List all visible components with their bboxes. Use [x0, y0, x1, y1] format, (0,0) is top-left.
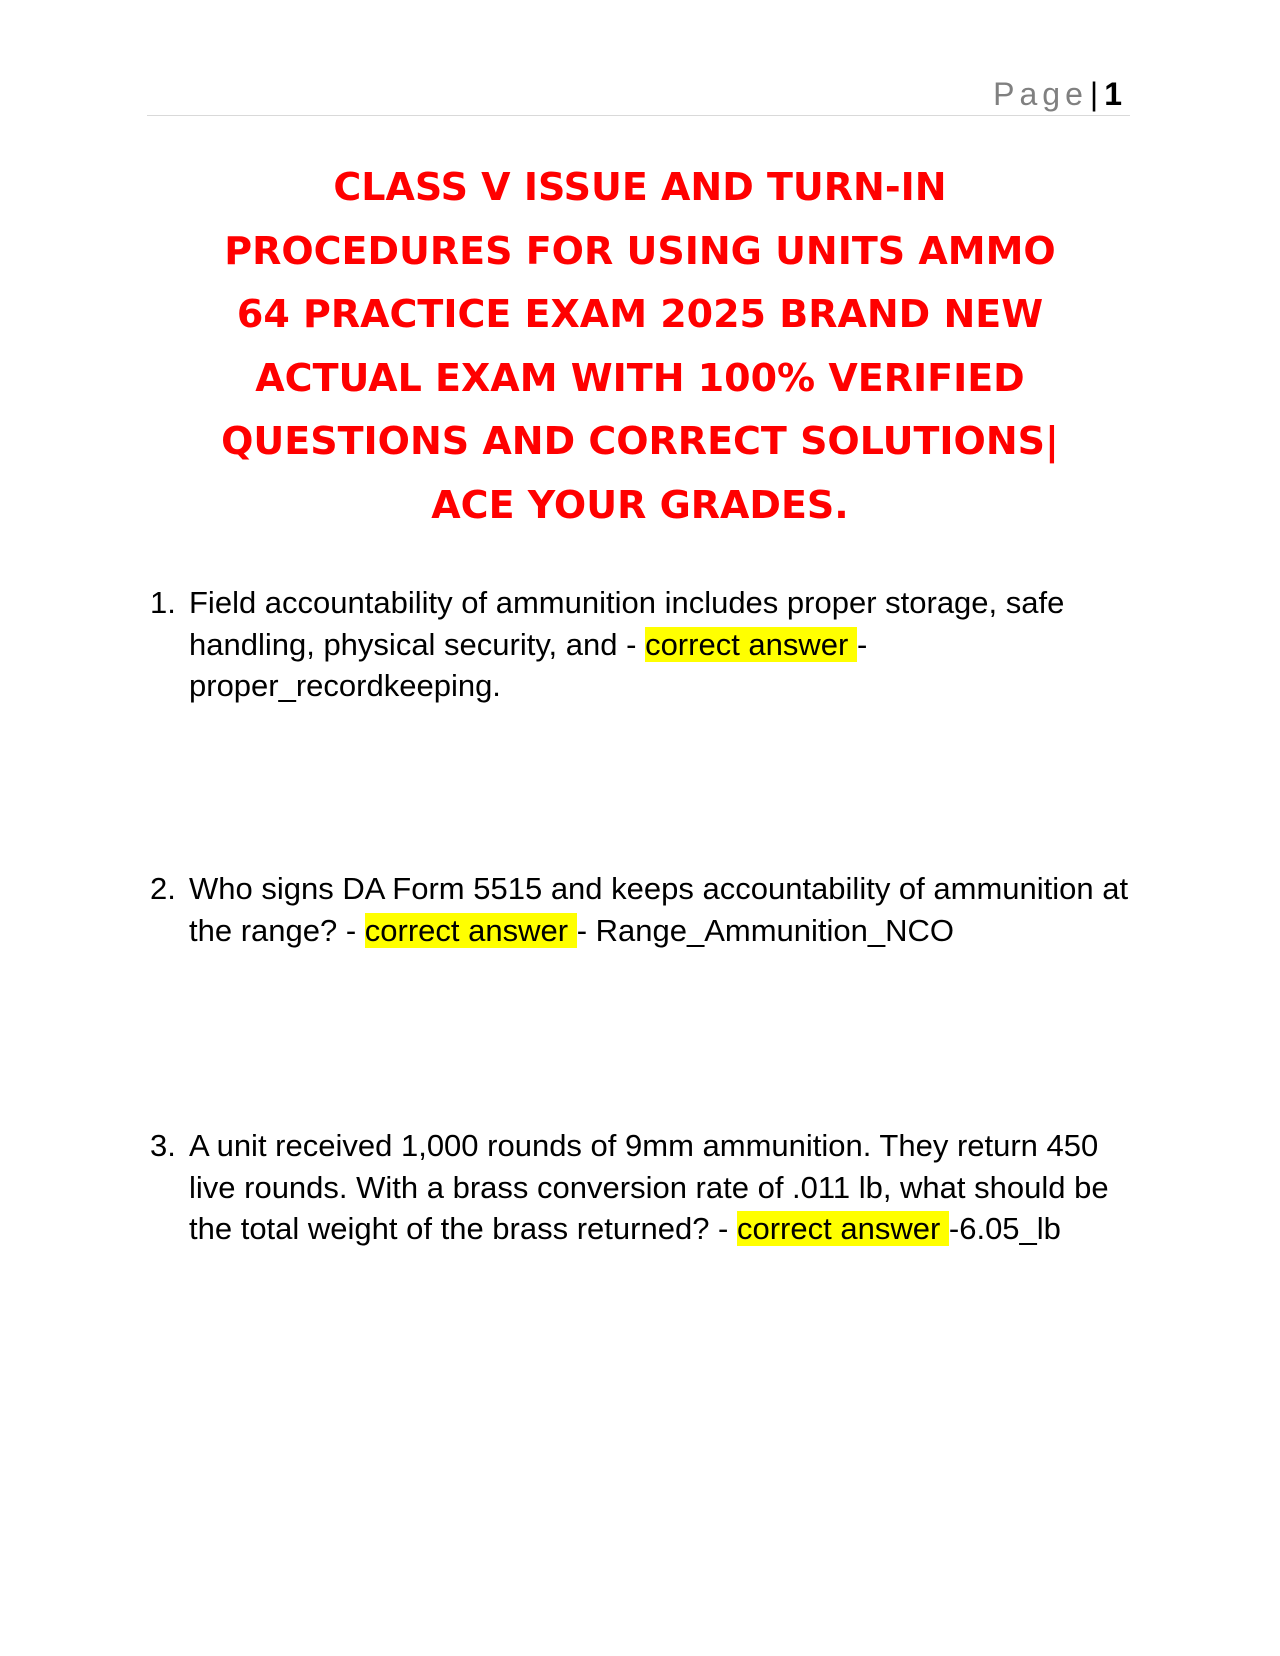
question-answer: - Range_Ammunition_NCO [576, 912, 955, 948]
question-body [189, 582, 1130, 707]
document-title [150, 156, 1130, 537]
question-answer: - proper_recordkeeping. [189, 626, 868, 703]
page-number-label [993, 76, 1122, 112]
question-item [150, 868, 1130, 951]
question-answer: -6.05_lb [948, 1211, 1061, 1246]
page-header [147, 70, 1130, 116]
question-number: 3. [150, 1128, 176, 1163]
page-word: Page [993, 76, 1088, 112]
question-text: Who signs DA Form 5515 and keeps accountability of ammunition at the range? - [189, 871, 1129, 948]
question-body [189, 1125, 1130, 1250]
title-line: ACE YOUR GRADES. [431, 482, 849, 527]
question-item [150, 582, 1130, 707]
question-body [189, 868, 1130, 951]
correct-answer-marker: correct answer [364, 912, 577, 948]
title-line: PROCEDURES FOR USING UNITS AMMO [224, 228, 1056, 273]
title-line: QUESTIONS AND CORRECT SOLUTIONS| [221, 419, 1059, 463]
page-separator: | [1089, 76, 1099, 112]
correct-answer-marker: correct answer [736, 1211, 949, 1246]
title-line: ACTUAL EXAM WITH 100% VERIFIED [255, 355, 1025, 400]
question-number: 2. [150, 871, 176, 906]
question-text: Field accountability of ammunition includes proper storage, safe handling, physical security, and - [189, 585, 1065, 662]
correct-answer-marker: correct answer [645, 626, 857, 662]
title-line: CLASS V ISSUE AND TURN-IN [333, 165, 947, 209]
question-text: A unit received 1,000 rounds of 9mm ammunition. They return 450 live rounds. With a brass conversion rate of .011 lb, what should be the total weight of the brass returned? - [189, 1128, 1109, 1246]
question-item [150, 1125, 1130, 1250]
title-line: 64 PRACTICE EXAM 2025 BRAND NEW [236, 292, 1044, 336]
page-number: 1 [1104, 76, 1122, 112]
question-number: 1. [150, 585, 176, 620]
